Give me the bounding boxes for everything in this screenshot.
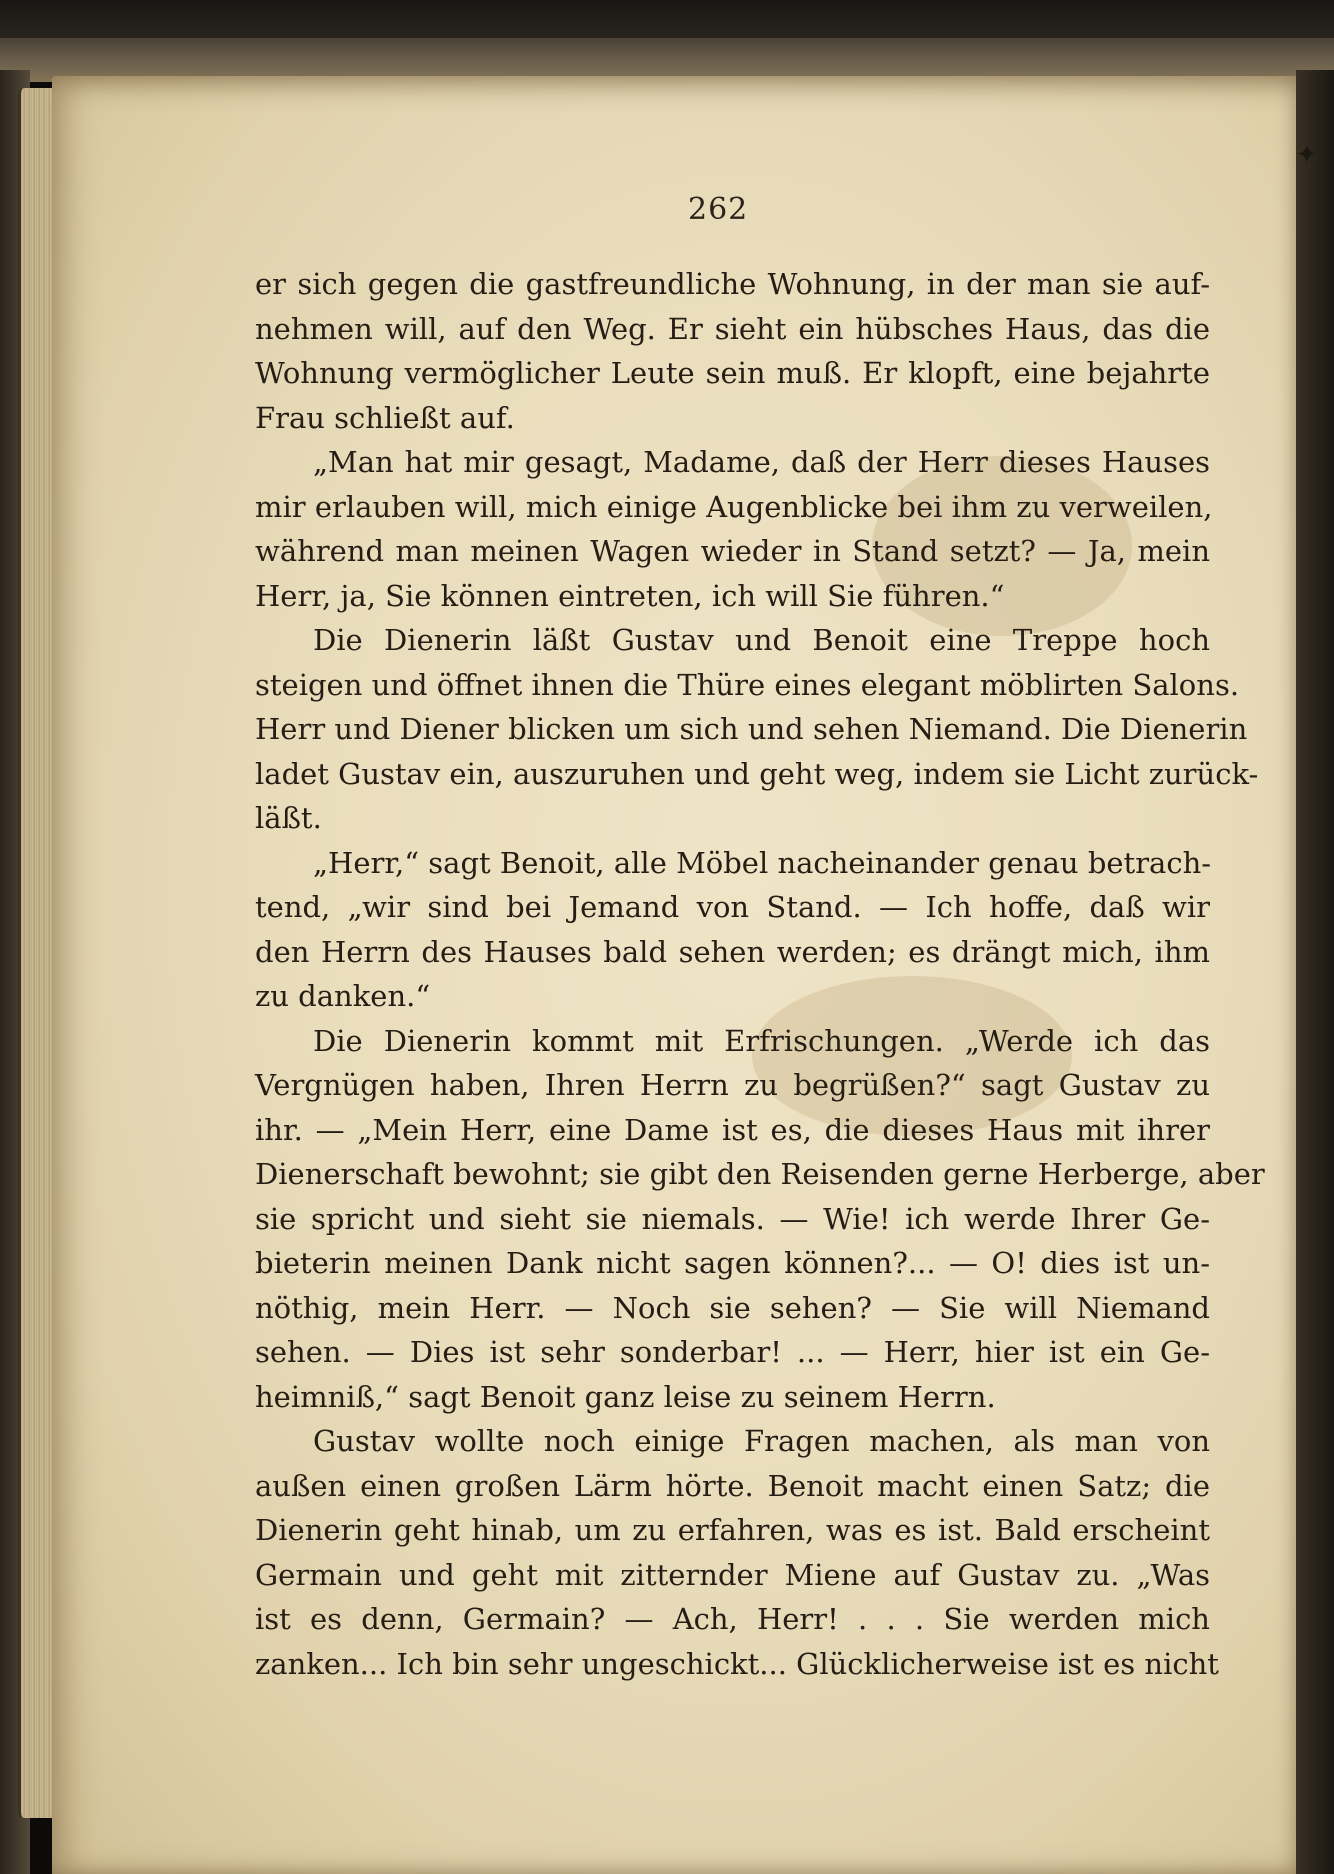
text-line: außen einen großen Lärm hörte. Benoit macht einen Satz; die: [255, 1468, 1210, 1503]
text-line: er sich gegen die gastfreundliche Wohnung, in der man sie auf-: [255, 267, 1210, 301]
text-line: steigen und öffnet ihnen die Thüre eines elegant möblirten Salons.: [255, 667, 1240, 702]
text-line: ladet Gustav ein, auszuruhen und geht weg, indem sie Licht zurück-: [255, 756, 1259, 791]
text-line: Die Dienerin kommt mit Erfrischungen. „Werde ich das: [313, 1023, 1210, 1058]
text-line: ihr. — „Mein Herr, eine Dame ist es, die dieses Haus mit ihrer: [255, 1112, 1210, 1147]
text-line: „Man hat mir gesagt, Madame, daß der Herr dieses Hauses: [313, 445, 1210, 479]
text-line: bieterin meinen Dank nicht sagen können?... — O! dies ist un-: [255, 1246, 1210, 1280]
text-line: Frau schließt auf.: [255, 400, 515, 435]
text-line: sie spricht und sieht sie niemals. — Wie! ich werde Ihrer Ge-: [255, 1201, 1210, 1236]
text-line: während man meinen Wagen wieder in Stand setzt? — Ja, mein: [255, 534, 1210, 568]
text-line: Herr und Diener blicken um sich und sehen Niemand. Die Dienerin: [255, 712, 1248, 746]
text-line: Die Dienerin läßt Gustav und Benoit eine Treppe hoch: [313, 623, 1210, 657]
text-line: „Herr,“ sagt Benoit, alle Möbel nacheinander genau betrach-: [313, 845, 1212, 880]
text-line: Germain und geht mit zitternder Miene auf Gustav zu. „Was: [255, 1557, 1210, 1592]
text-line: Dienerschaft bewohnt; sie gibt den Reisenden gerne Herberge, aber: [255, 1157, 1265, 1191]
text-line: sehen. — Dies ist sehr sonderbar! ... — Herr, hier ist ein Ge-: [255, 1335, 1210, 1369]
text-line: tend, „wir sind bei Jemand von Stand. — Ich hoffe, daß wir: [255, 890, 1210, 924]
text-line: ist es denn, Germain? — Ach, Herr! . . . Sie werden mich: [255, 1602, 1210, 1636]
text-line: den Herrn des Hauses bald sehen werden; es drängt mich, ihm: [255, 934, 1210, 969]
page-text: [255, 262, 1265, 1686]
text-line: zanken... Ich bin sehr ungeschickt... Glücklicherweise ist es nicht: [255, 1646, 1219, 1681]
text-line: nöthig, mein Herr. — Noch sie sehen? — Sie will Niemand: [255, 1290, 1210, 1325]
text-line: zu danken.“: [255, 979, 431, 1013]
page-number: 262: [688, 192, 749, 227]
text-line: mir erlauben will, mich einige Augenblicke bei ihm zu verweilen,: [255, 489, 1213, 524]
book-right-edge: [1296, 70, 1334, 1874]
text-line: Vergnügen haben, Ihren Herrn zu begrüßen?“ sagt Gustav zu: [255, 1068, 1210, 1102]
text-line: Gustav wollte noch einige Fragen machen, als man von: [313, 1424, 1210, 1458]
margin-mark: ✦: [1296, 140, 1318, 170]
text-line: Herr, ja, Sie können eintreten, ich will Sie führen.“: [255, 578, 1005, 613]
text-line: heimniß,“ sagt Benoit ganz leise zu seinem Herrn.: [255, 1379, 996, 1414]
text-line: Wohnung vermöglicher Leute sein muß. Er klopft, eine bejahrte: [255, 356, 1210, 390]
text-line: nehmen will, auf den Weg. Er sieht ein hübsches Haus, das die: [255, 311, 1210, 346]
text-line: Dienerin geht hinab, um zu erfahren, was es ist. Bald erscheint: [255, 1513, 1210, 1547]
text-line: läßt.: [255, 801, 322, 835]
